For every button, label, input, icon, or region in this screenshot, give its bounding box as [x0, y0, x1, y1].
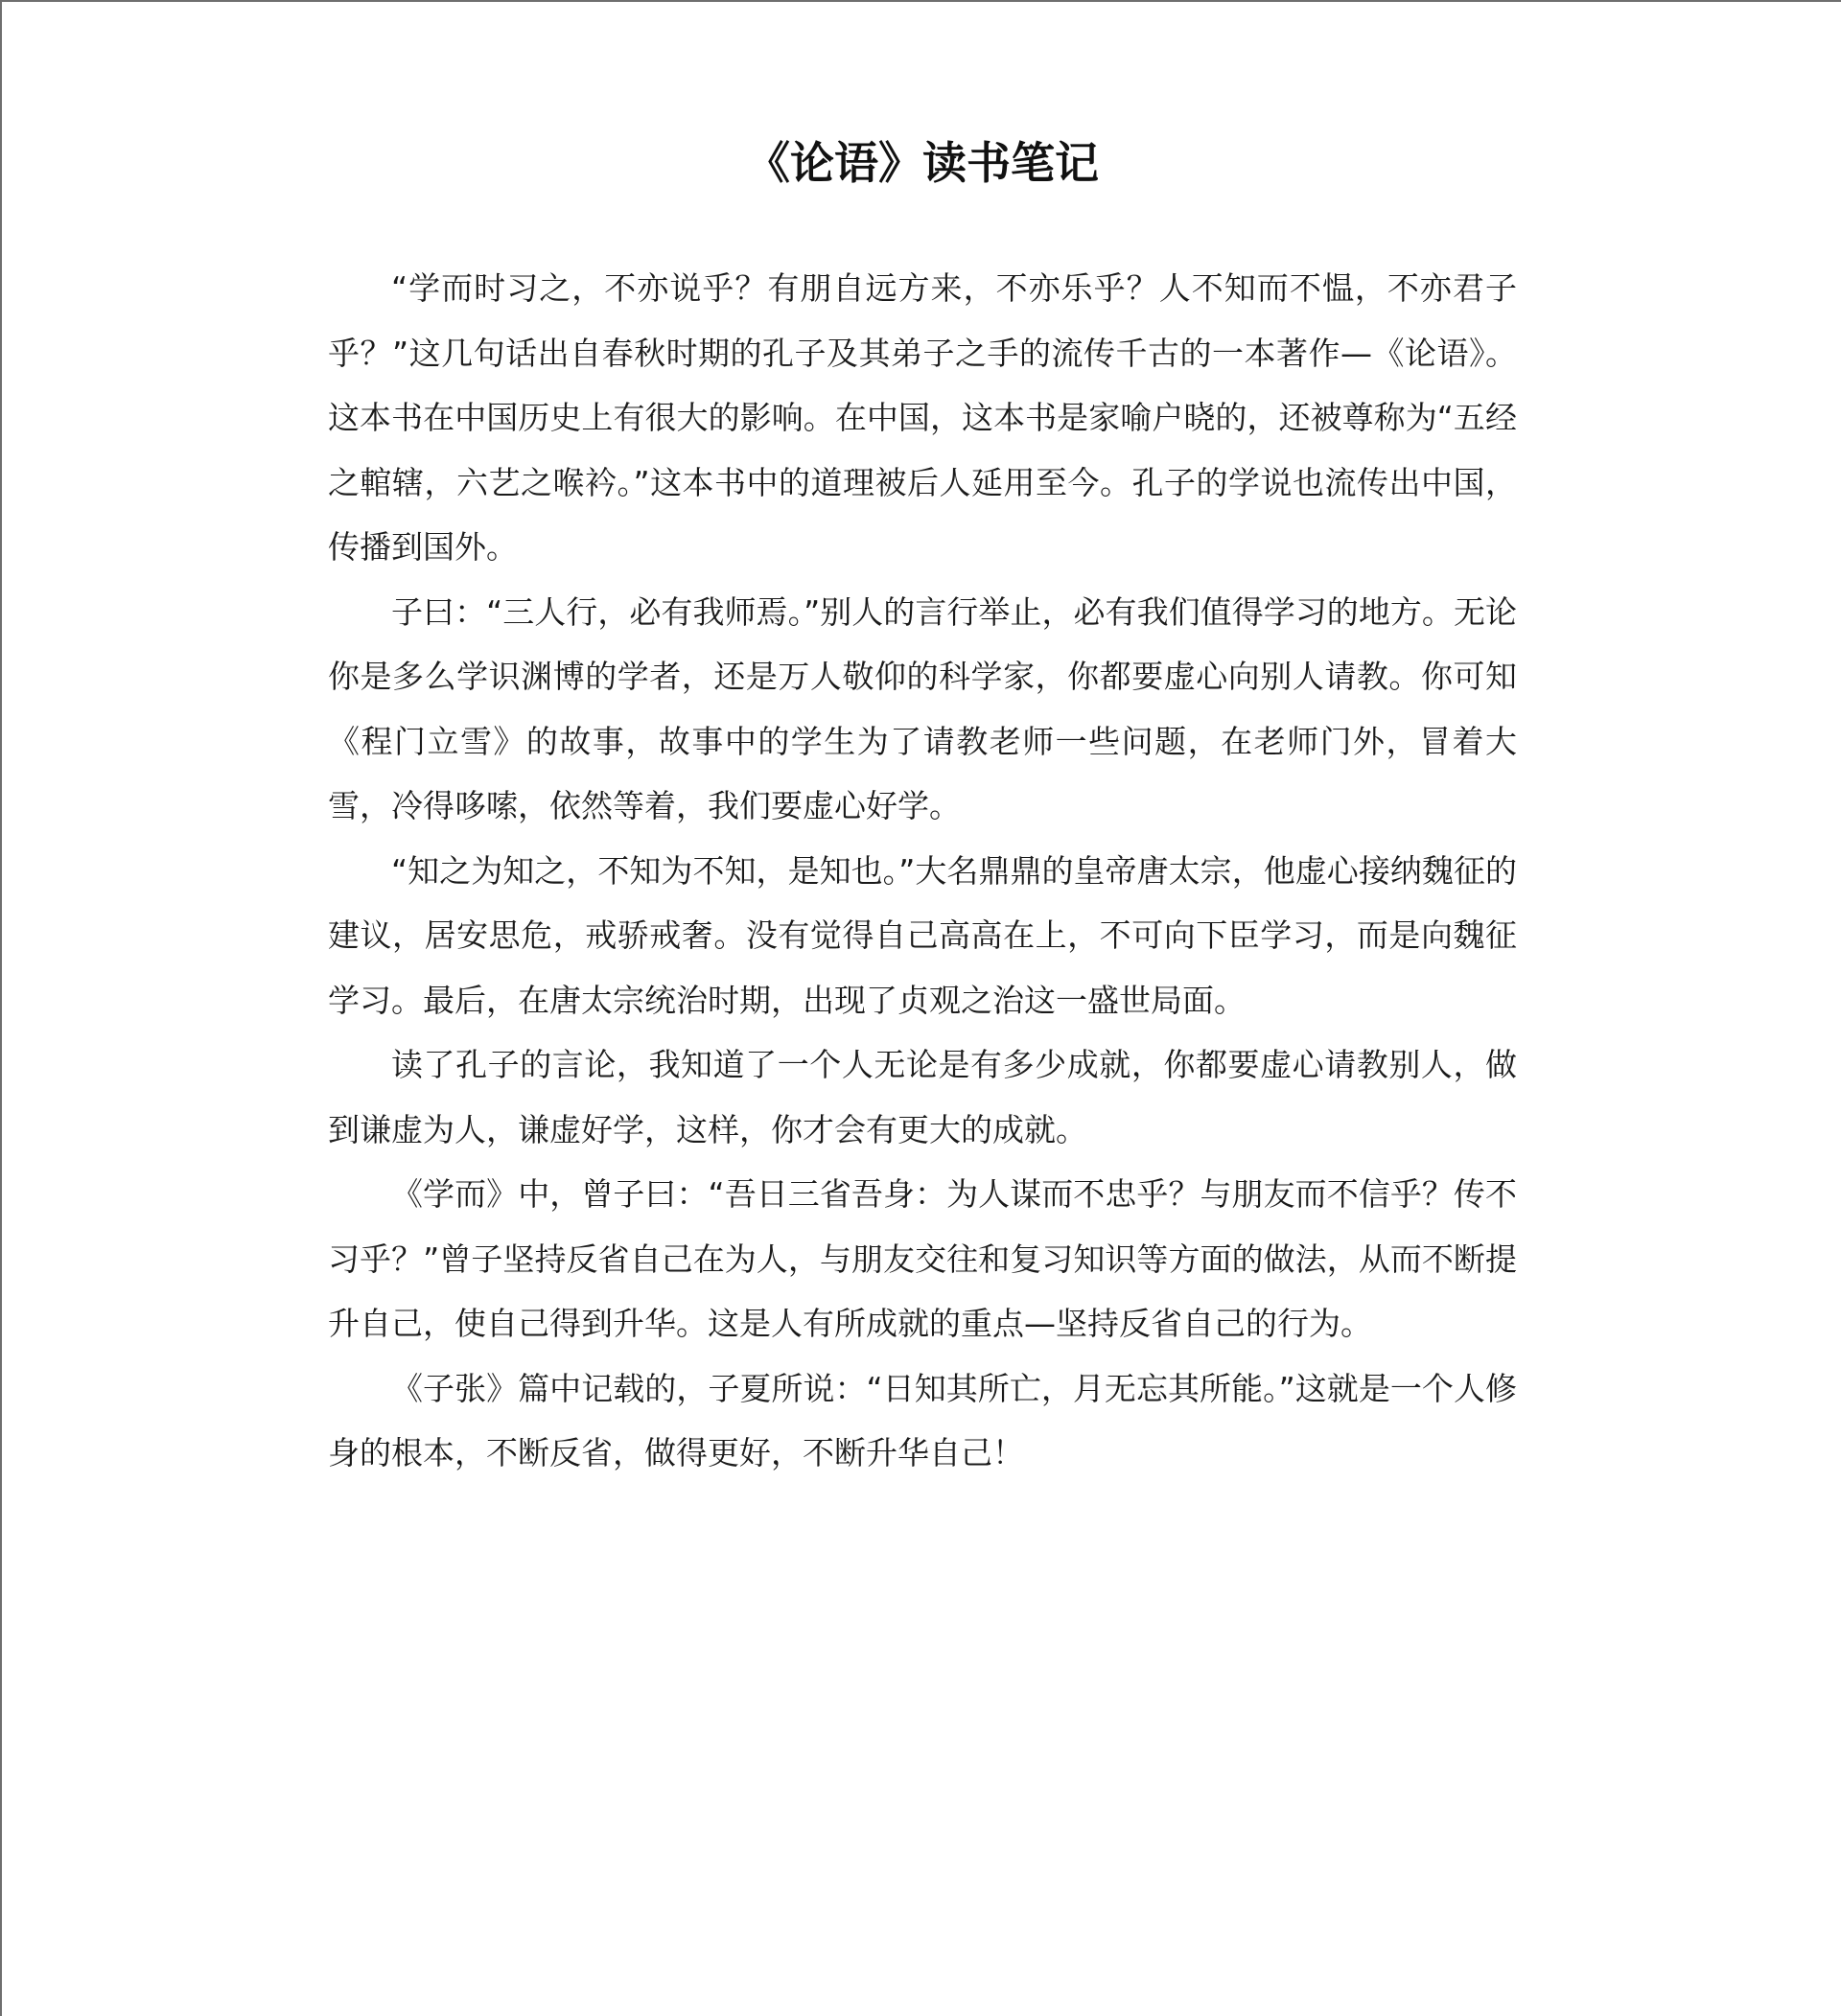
- paragraph-3: “知之为知之，不知为不知，是知也。”大名鼎鼎的皇帝唐太宗，他虚心接纳魏征的建议，居安思危，戒骄戒奢。没有觉得自己高高在上，不可向下臣学习，而是向魏征学习。最后，在唐太宗统治时期，出现了贞观之治这一盛世局面。: [328, 851, 1517, 1019]
- paragraph-4: 读了孔子的言论，我知道了一个人无论是有多少成就，你都要虚心请教别人，做到谦虚为人，谦虚好学，这样，你才会有更大的成就。: [328, 1046, 1517, 1148]
- document-body: [328, 256, 1517, 1486]
- document-title: 《论语》读书笔记: [746, 137, 1099, 189]
- paragraph-2: 子曰：“三人行，必有我师焉。”别人的言行举止，必有我们值得学习的地方。无论你是多么学识渊博的学者，还是万人敬仰的科学家，你都要虚心向别人请教。你可知《程门立雪》的故事，故事中的学生为了请教老师一些问题，在老师门外，冒着大雪，冷得哆嗦，依然等着，我们要虚心好学。: [328, 592, 1517, 824]
- paragraph-5: 《学而》中，曾子曰：“吾日三省吾身：为人谋而不忠乎？与朋友而不信乎？传不习乎？”曾子坚持反省自己在为人，与朋友交往和复习知识等方面的做法，从而不断提升自己，使自己得到升华。这是人有所成就的重点—坚持反省自己的行为。: [328, 1175, 1517, 1342]
- paragraph-1: “学而时习之，不亦说乎？有朋自远方来，不亦乐乎？人不知而不愠，不亦君子乎？”这几句话出自春秋时期的孔子及其弟子之手的流传千古的一本著作—《论语》。这本书在中国历史上有很大的影响。在中国，这本书是家喻户晓的，还被尊称为“五经之輨辖，六艺之喉衿。”这本书中的道理被后人延用至今。孔子的学说也流传出中国，传播到国外。: [328, 269, 1517, 566]
- paragraph-6: 《子张》篇中记载的，子夏所说：“日知其所亡，月无忘其所能。”这就是一个人修身的根本，不断反省，做得更好，不断升华自己！: [328, 1369, 1517, 1471]
